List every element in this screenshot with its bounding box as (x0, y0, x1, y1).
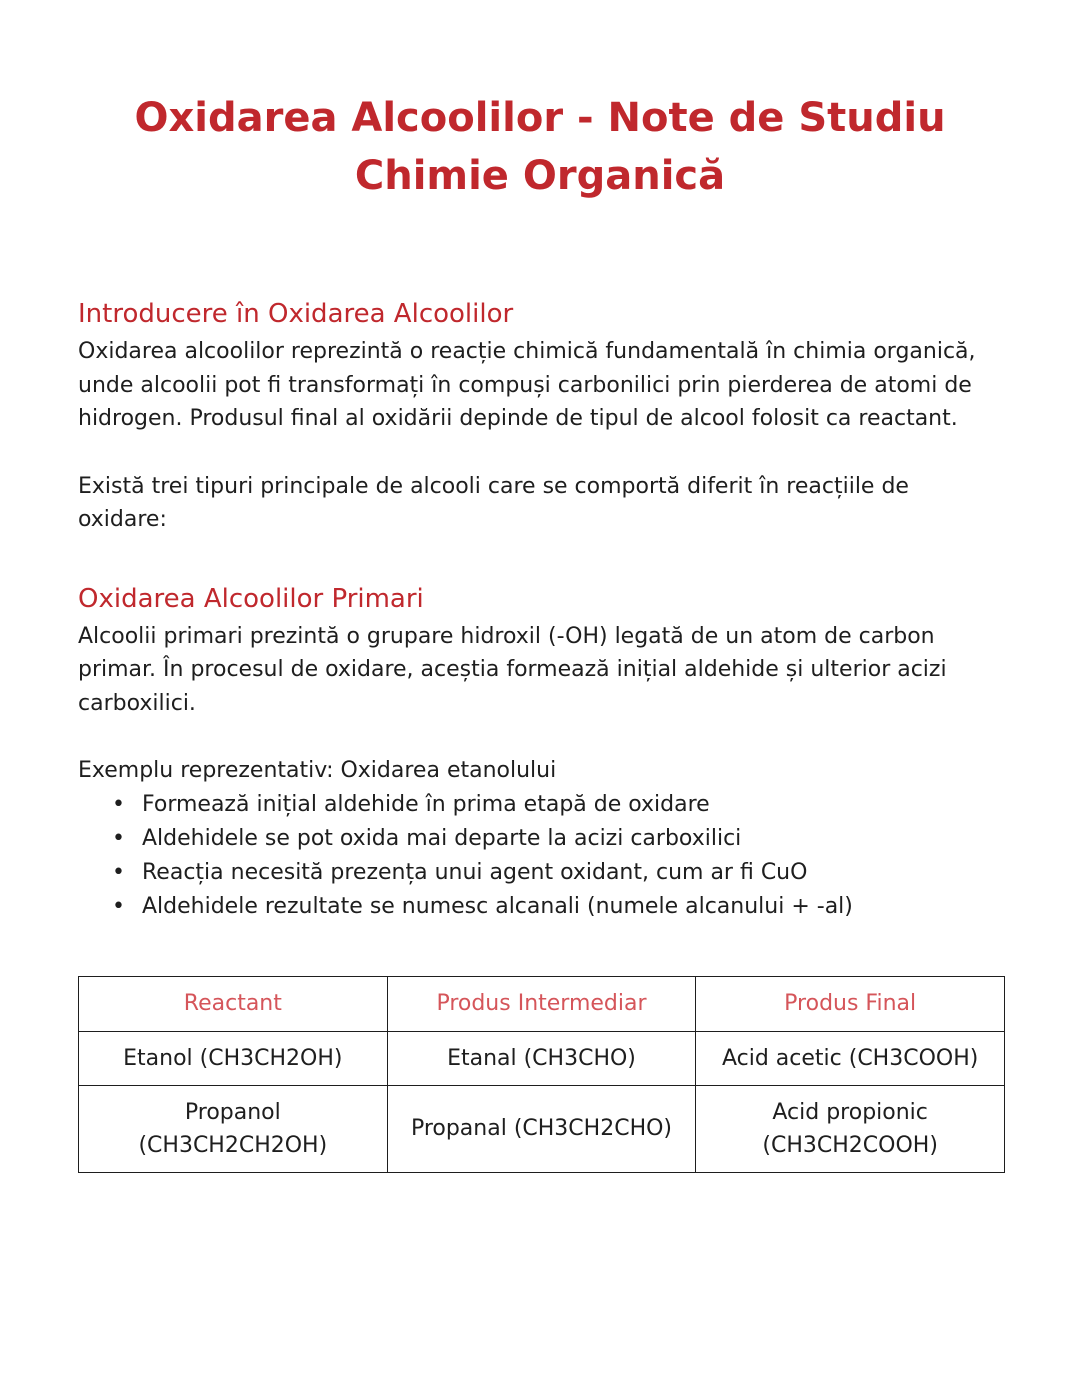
list-item-text: Formează inițial aldehide în prima etapă de oxidare (142, 791, 710, 817)
list-item-text: Reacția necesită prezența unui agent oxidant, cum ar fi CuO (142, 859, 808, 885)
section-heading-introduction: Introducere în Oxidarea Alcoolilor (78, 299, 514, 329)
section-heading-primary-alcohols: Oxidarea Alcoolilor Primari (78, 583, 424, 614)
table-cell: Acid acetic (CH3COOH) (696, 1031, 1005, 1085)
column-header-final-product: Produs Final (696, 976, 1005, 1031)
list-item (112, 890, 1002, 924)
list-item-text: Aldehidele rezultate se numesc alcanali (numele alcanului + -al) (142, 893, 853, 919)
table-row (79, 1031, 1005, 1085)
example-paragraph: Exemplu reprezentativ: Oxidarea etanolului (78, 758, 557, 783)
table-cell: Acid propionic (CH3CH2COOH) (696, 1085, 1005, 1172)
table-cell: Propanal (CH3CH2CHO) (387, 1085, 696, 1172)
table-cell: Propanol (CH3CH2CH2OH) (79, 1085, 388, 1172)
list-item (112, 822, 1002, 856)
intro-paragraph: Oxidarea alcoolilor reprezintă o reacție chimică fundamentală în chimia organică, unde alcoolii pot fi transformați în compuși carbonilici prin pierderea de atomi de hidrogen. Produsul final al oxidării depinde de tipul de alcool folosit ca reactant. (78, 339, 976, 431)
list-item-text: Aldehidele se pot oxida mai departe la acizi carboxilici (142, 825, 742, 851)
bullet-icon: • (112, 859, 125, 885)
document-title: Oxidarea Alcoolilor - Note de Studiu Chimie Organică (134, 95, 946, 199)
primary-alcohols-paragraph: Alcoolii primari prezintă o grupare hidroxil (-OH) legată de un atom de carbon primar. În procesul de oxidare, aceștia formează inițial aldehide și ulterior acizi carboxilici. (78, 623, 947, 716)
table-cell: Etanal (CH3CHO) (387, 1031, 696, 1085)
bullet-icon: • (112, 825, 125, 851)
bullet-list (78, 788, 1002, 924)
table-header-row (79, 976, 1005, 1031)
alcohol-types-paragraph: Există trei tipuri principale de alcooli care se comportă diferit în reacțiile de oxidare: (78, 473, 909, 532)
column-header-reactant: Reactant (79, 976, 388, 1031)
table-cell: Etanol (CH3CH2OH) (79, 1031, 388, 1085)
column-header-intermediate-product: Produs Intermediar (387, 976, 696, 1031)
bullet-icon: • (112, 791, 125, 817)
list-item (112, 788, 1002, 822)
bullet-icon: • (112, 893, 125, 919)
list-item (112, 856, 1002, 890)
table-row (79, 1085, 1005, 1172)
oxidation-table (78, 976, 1005, 1173)
